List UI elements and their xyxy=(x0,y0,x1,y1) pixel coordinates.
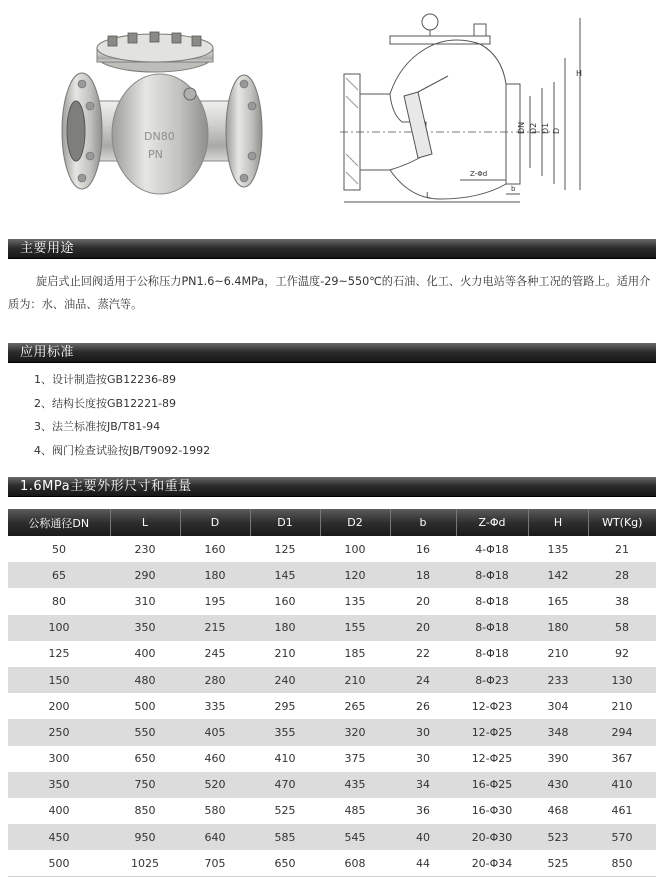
table-cell: 145 xyxy=(250,562,320,588)
table-cell: 250 xyxy=(8,719,110,745)
table-cell: 545 xyxy=(320,824,390,850)
table-cell: 280 xyxy=(180,667,250,693)
table-cell: 520 xyxy=(180,772,250,798)
table-cell: 130 xyxy=(588,667,656,693)
table-cell: 410 xyxy=(588,772,656,798)
table-cell: 155 xyxy=(320,615,390,641)
table-cell: 500 xyxy=(110,693,180,719)
table-cell: 44 xyxy=(390,850,456,876)
table-row xyxy=(8,824,656,850)
usage-paragraph xyxy=(8,270,660,316)
column-header: H xyxy=(528,509,588,536)
table-cell: 320 xyxy=(320,719,390,745)
table-cell: 28 xyxy=(588,562,656,588)
table-bottom-rule xyxy=(8,876,656,877)
column-header: WT(Kg) xyxy=(588,509,656,536)
table-cell: 485 xyxy=(320,798,390,824)
table-cell: 210 xyxy=(588,693,656,719)
dim-label-l: L xyxy=(426,191,431,200)
section-bar-dimensions xyxy=(8,477,656,497)
table-cell: 400 xyxy=(8,798,110,824)
table-cell: 233 xyxy=(528,667,588,693)
table-cell: 195 xyxy=(180,588,250,614)
table-cell: 210 xyxy=(320,667,390,693)
dimensions-table xyxy=(8,509,656,876)
dim-label-b: b xyxy=(511,185,516,193)
table-cell: 640 xyxy=(180,824,250,850)
table-cell: 461 xyxy=(588,798,656,824)
usage-text: 旋启式止回阀适用于公称压力PN1.6~6.4MPa，工作温度-29~550℃的石油、化工、火力电站等各种工况的管路上。适用介质为：水、油品、蒸汽等。 xyxy=(8,275,651,311)
svg-text:DN80: DN80 xyxy=(144,130,175,143)
table-cell: 16 xyxy=(390,536,456,562)
table-cell: 8-Φ18 xyxy=(456,641,528,667)
table-cell: 12-Φ23 xyxy=(456,693,528,719)
table-row xyxy=(8,536,656,562)
table-cell: 36 xyxy=(390,798,456,824)
table-row xyxy=(8,667,656,693)
svg-text:PN: PN xyxy=(148,148,163,161)
table-cell: 300 xyxy=(8,746,110,772)
table-row xyxy=(8,746,656,772)
table-cell: 30 xyxy=(390,719,456,745)
table-cell: 20 xyxy=(390,615,456,641)
column-header: D xyxy=(180,509,250,536)
table-row xyxy=(8,615,656,641)
table-cell: 608 xyxy=(320,850,390,876)
table-row xyxy=(8,772,656,798)
table-cell: 30 xyxy=(390,746,456,772)
table-cell: 125 xyxy=(8,641,110,667)
table-cell: 350 xyxy=(110,615,180,641)
table-cell: 160 xyxy=(250,588,320,614)
table-cell: 1025 xyxy=(110,850,180,876)
table-cell: 585 xyxy=(250,824,320,850)
table-cell: 160 xyxy=(180,536,250,562)
table-cell: 294 xyxy=(588,719,656,745)
table-cell: 650 xyxy=(110,746,180,772)
section-title-standards: 应用标准 xyxy=(20,345,75,360)
table-cell: 367 xyxy=(588,746,656,772)
table-cell: 8-Φ18 xyxy=(456,615,528,641)
table-cell: 240 xyxy=(250,667,320,693)
table-cell: 185 xyxy=(320,641,390,667)
dim-label-dn: DN xyxy=(517,121,526,134)
table-cell: 180 xyxy=(180,562,250,588)
table-cell: 135 xyxy=(528,536,588,562)
table-cell: 120 xyxy=(320,562,390,588)
table-cell: 20-Φ30 xyxy=(456,824,528,850)
table-cell: 8-Φ18 xyxy=(456,588,528,614)
table-cell: 125 xyxy=(250,536,320,562)
table-cell: 180 xyxy=(250,615,320,641)
table-cell: 290 xyxy=(110,562,180,588)
table-row xyxy=(8,693,656,719)
table-cell: 18 xyxy=(390,562,456,588)
table-cell: 523 xyxy=(528,824,588,850)
table-cell: 405 xyxy=(180,719,250,745)
section-title-dimensions: 1.6MPa主要外形尺寸和重量 xyxy=(20,479,192,494)
table-cell: 750 xyxy=(110,772,180,798)
table-cell: 480 xyxy=(110,667,180,693)
list-item: 1、设计制造按GB12236-89 xyxy=(34,373,177,386)
valve-section-drawing xyxy=(330,4,630,214)
table-cell: 180 xyxy=(528,615,588,641)
table-cell: 38 xyxy=(588,588,656,614)
list-item: 3、法兰标准按JB/T81-94 xyxy=(34,420,161,433)
table-header-row xyxy=(8,509,656,536)
dim-label-d2: D2 xyxy=(529,122,538,134)
table-cell: 16-Φ30 xyxy=(456,798,528,824)
dim-label-z-d: Z-Φd xyxy=(470,170,488,178)
section-title-usage: 主要用途 xyxy=(20,241,75,256)
table-cell: 570 xyxy=(588,824,656,850)
table-cell: 450 xyxy=(8,824,110,850)
table-cell: 34 xyxy=(390,772,456,798)
table-cell: 348 xyxy=(528,719,588,745)
table-row xyxy=(8,641,656,667)
table-cell: 355 xyxy=(250,719,320,745)
table-body xyxy=(8,536,656,876)
table-cell: 12-Φ25 xyxy=(456,746,528,772)
table-cell: 58 xyxy=(588,615,656,641)
table-cell: 100 xyxy=(8,615,110,641)
table-cell: 135 xyxy=(320,588,390,614)
table-cell: 390 xyxy=(528,746,588,772)
table-cell: 265 xyxy=(320,693,390,719)
table-cell: 950 xyxy=(110,824,180,850)
table-cell: 850 xyxy=(110,798,180,824)
table-cell: 142 xyxy=(528,562,588,588)
valve-photo xyxy=(40,6,280,221)
table-row xyxy=(8,562,656,588)
table-cell: 375 xyxy=(320,746,390,772)
table-cell: 22 xyxy=(390,641,456,667)
table-cell: 304 xyxy=(528,693,588,719)
table-cell: 16-Φ25 xyxy=(456,772,528,798)
list-item: 2、结构长度按GB12221-89 xyxy=(34,396,177,410)
table-cell: 550 xyxy=(110,719,180,745)
table-row xyxy=(8,850,656,876)
table-row xyxy=(8,719,656,745)
dim-label-d1: D1 xyxy=(541,122,550,134)
table-row xyxy=(8,798,656,824)
table-cell: 40 xyxy=(390,824,456,850)
column-header: Z-Φd xyxy=(456,509,528,536)
table-cell: 24 xyxy=(390,667,456,693)
table-cell: 8-Φ23 xyxy=(456,667,528,693)
table-cell: 705 xyxy=(180,850,250,876)
table-cell: 460 xyxy=(180,746,250,772)
table-cell: 200 xyxy=(8,693,110,719)
table-cell: 210 xyxy=(250,641,320,667)
table-cell: 20-Φ34 xyxy=(456,850,528,876)
table-cell: 230 xyxy=(110,536,180,562)
table-cell: 245 xyxy=(180,641,250,667)
product-header xyxy=(0,0,666,232)
table-cell: 150 xyxy=(8,667,110,693)
column-header: D2 xyxy=(320,509,390,536)
table-cell: 850 xyxy=(588,850,656,876)
table-cell: 50 xyxy=(8,536,110,562)
table-cell: 435 xyxy=(320,772,390,798)
table-cell: 4-Φ18 xyxy=(456,536,528,562)
table-cell: 21 xyxy=(588,536,656,562)
table-cell: 92 xyxy=(588,641,656,667)
table-cell: 12-Φ25 xyxy=(456,719,528,745)
table-cell: 215 xyxy=(180,615,250,641)
table-cell: 350 xyxy=(8,772,110,798)
section-bar-standards xyxy=(8,343,656,363)
table-cell: 100 xyxy=(320,536,390,562)
table-cell: 210 xyxy=(528,641,588,667)
table-cell: 295 xyxy=(250,693,320,719)
table-cell: 8-Φ18 xyxy=(456,562,528,588)
column-header: b xyxy=(390,509,456,536)
dim-label-d: D xyxy=(552,127,561,134)
table-cell: 20 xyxy=(390,588,456,614)
column-header: 公称通径DN xyxy=(8,509,110,536)
column-header: L xyxy=(110,509,180,536)
dim-label-h: H xyxy=(576,69,583,78)
column-header: D1 xyxy=(250,509,320,536)
table-cell: 650 xyxy=(250,850,320,876)
table-cell: 80 xyxy=(8,588,110,614)
table-cell: 580 xyxy=(180,798,250,824)
table-cell: 165 xyxy=(528,588,588,614)
table-cell: 65 xyxy=(8,562,110,588)
table-cell: 26 xyxy=(390,693,456,719)
table-cell: 335 xyxy=(180,693,250,719)
table-cell: 500 xyxy=(8,850,110,876)
standards-list xyxy=(34,368,210,462)
table-cell: 470 xyxy=(250,772,320,798)
table-cell: 430 xyxy=(528,772,588,798)
table-cell: 310 xyxy=(110,588,180,614)
section-bar-usage xyxy=(8,239,656,259)
table-cell: 410 xyxy=(250,746,320,772)
table-row xyxy=(8,588,656,614)
table-cell: 468 xyxy=(528,798,588,824)
table-cell: 525 xyxy=(528,850,588,876)
table-cell: 400 xyxy=(110,641,180,667)
table-cell: 525 xyxy=(250,798,320,824)
list-item: 4、阀门检查试验按JB/T9092-1992 xyxy=(34,443,211,457)
